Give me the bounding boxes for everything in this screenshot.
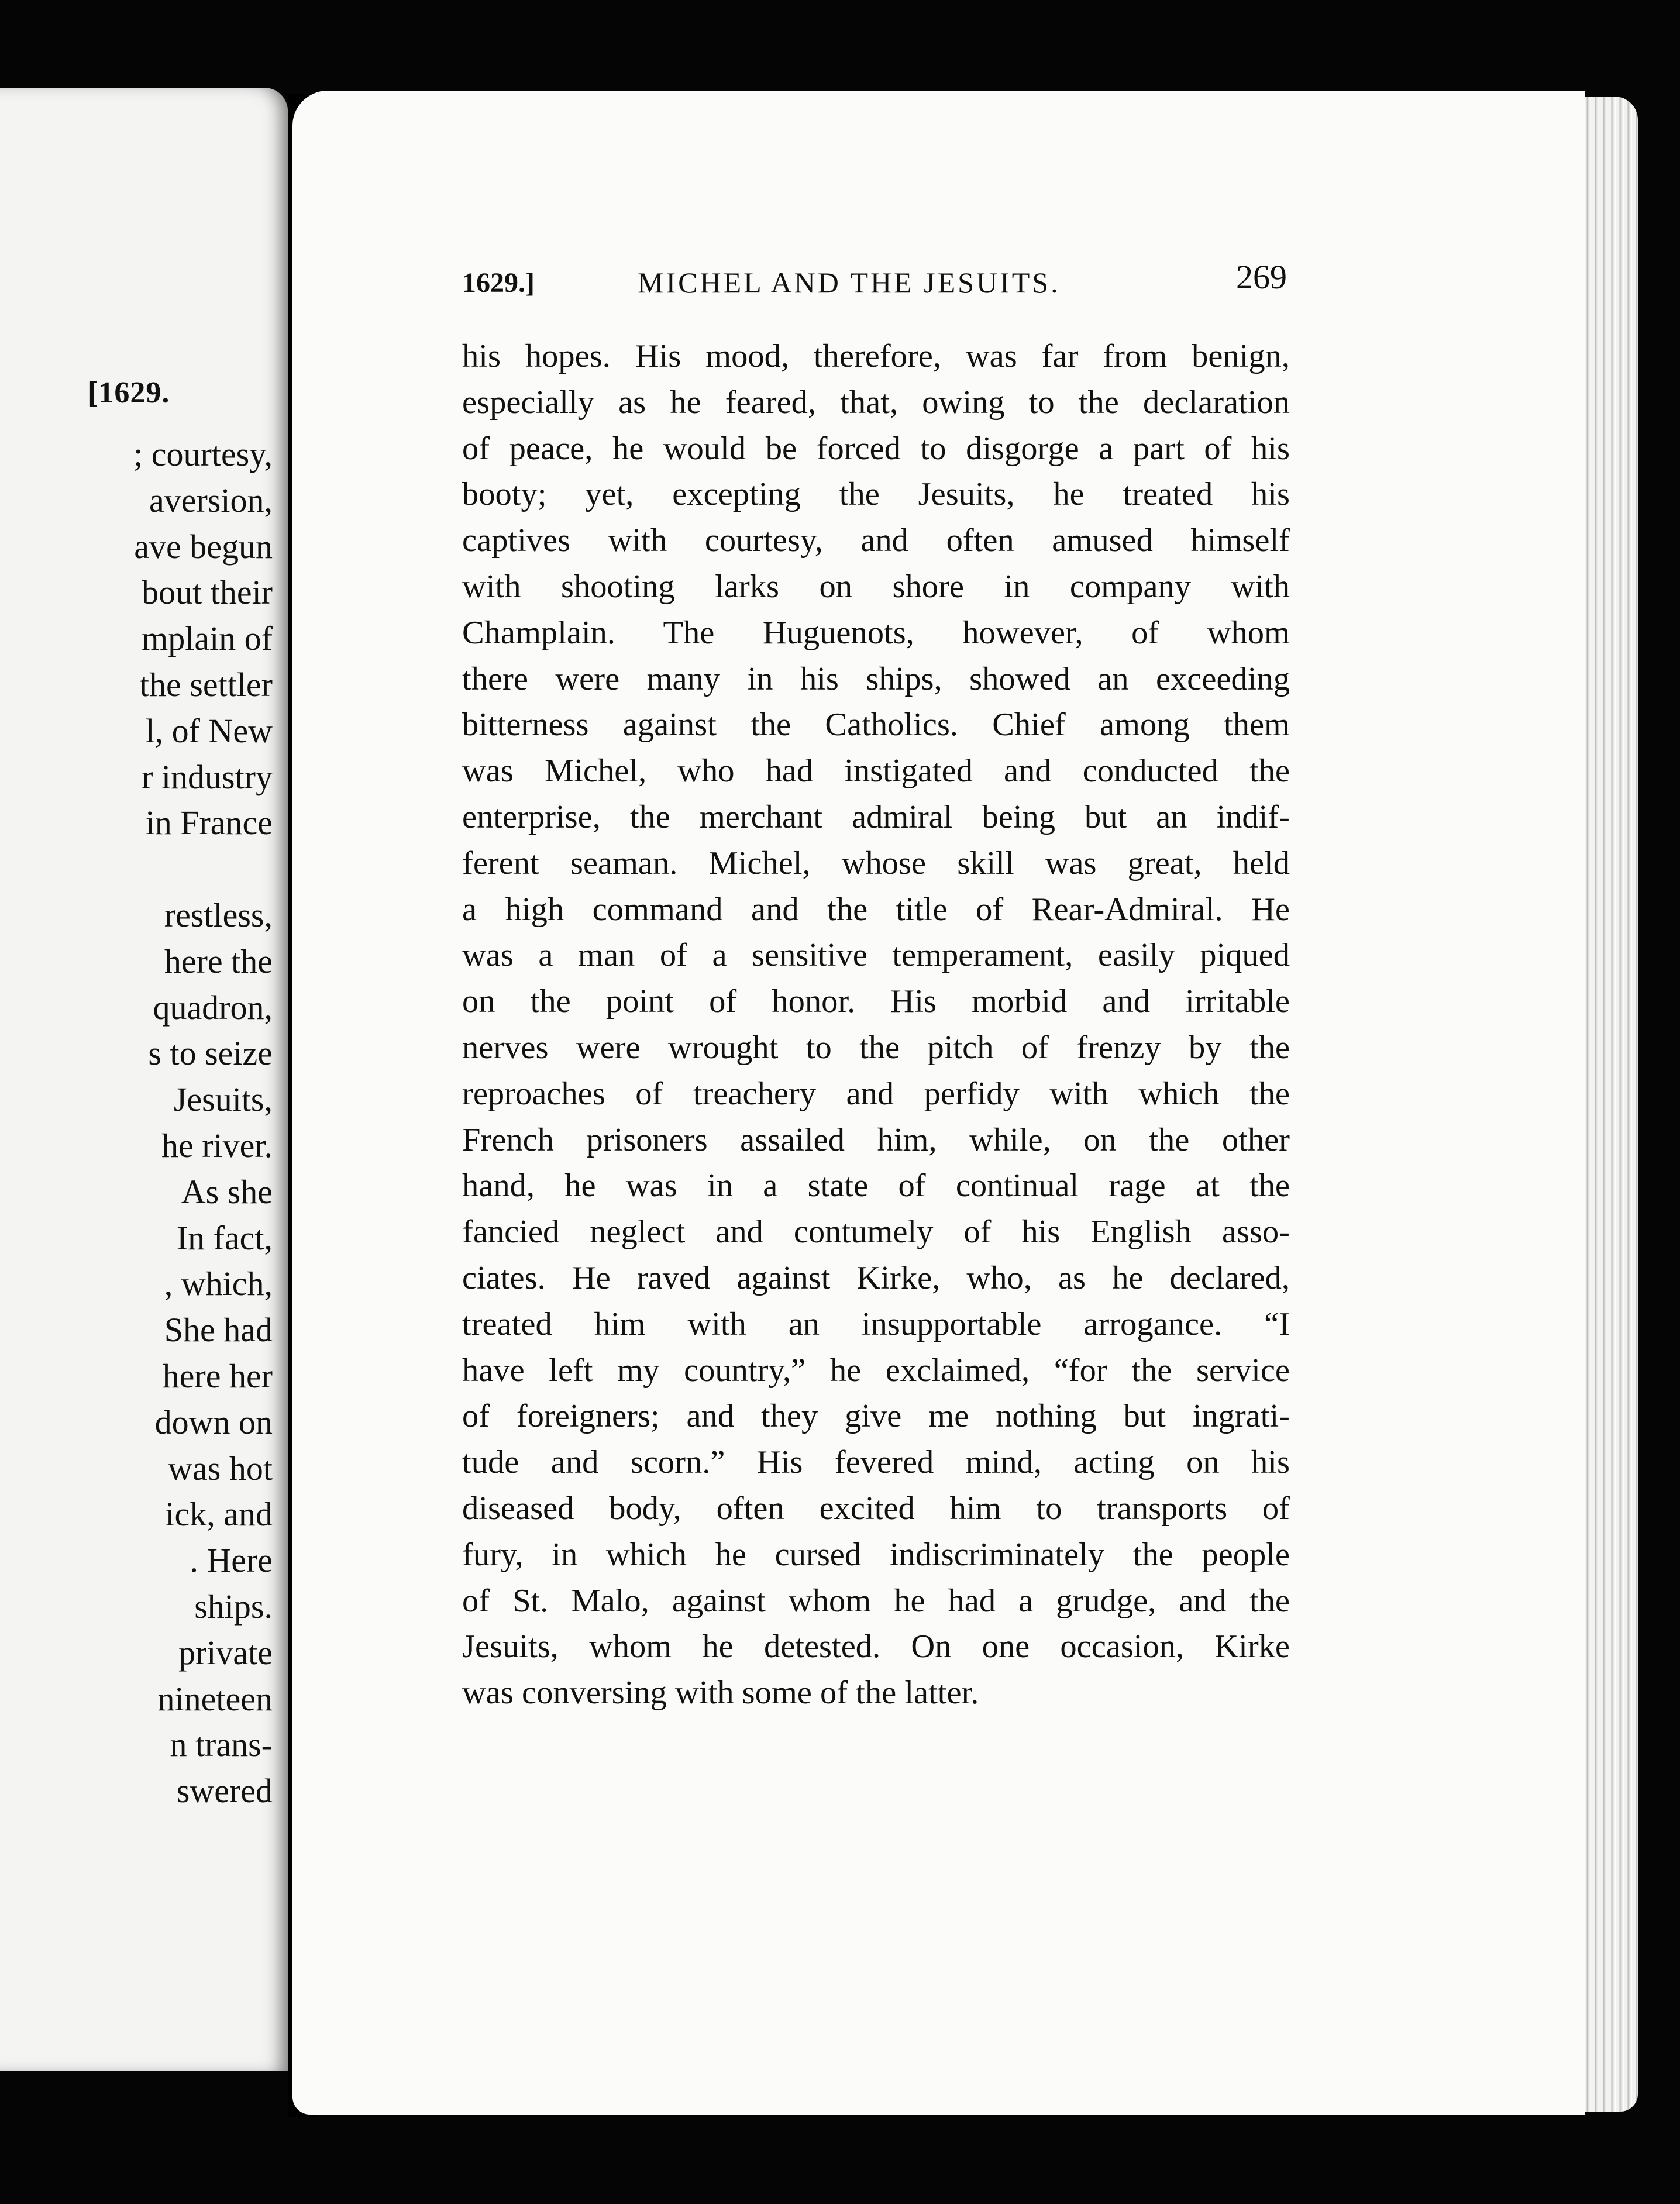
text-line: was Michel, who had instigated and conducted the <box>462 753 1290 790</box>
text-line: a high command and the title of Rear-Admiral. He <box>462 891 1290 928</box>
left-text-line: In fact, <box>176 1218 273 1257</box>
page-number: 269 <box>1236 258 1287 296</box>
left-text-line: l, of New <box>145 711 273 750</box>
left-text-line: . Here <box>190 1541 273 1580</box>
text-line: Jesuits, whom he detested. On one occasion, Kirke <box>462 1628 1290 1665</box>
text-line: fury, in which he cursed indiscriminately the people <box>462 1536 1290 1573</box>
running-head <box>462 257 1287 304</box>
left-text-line: As she <box>181 1172 273 1211</box>
text-line: was conversing with some of the latter. <box>462 1675 979 1711</box>
left-text-line: here her <box>162 1356 273 1395</box>
text-line: treated him with an insupportable arrogance. “I <box>462 1306 1290 1342</box>
text-line: was a man of a sensitive temperament, easily piqued <box>462 937 1290 974</box>
text-line: especially as he feared, that, owing to the declaration <box>462 384 1290 421</box>
body-text <box>462 333 1290 1716</box>
left-text-line: he river. <box>161 1126 273 1165</box>
left-text-line <box>133 846 273 893</box>
left-page-text <box>133 432 273 1814</box>
left-text-line: restless, <box>164 896 273 934</box>
running-head-year: 1629.] <box>462 267 535 298</box>
text-line: ferent seaman. Michel, whose skill was great, held <box>462 845 1290 881</box>
text-line: Champlain. The Huguenots, however, of whom <box>462 614 1290 651</box>
left-text-line: down on <box>154 1403 273 1441</box>
left-text-line: quadron, <box>153 988 273 1027</box>
text-line: French prisoners assailed him, while, on the other <box>462 1121 1290 1158</box>
left-text-line: was hot <box>168 1449 273 1487</box>
left-text-line: n trans- <box>170 1726 273 1764</box>
left-text-line: ave begun <box>134 527 273 566</box>
text-line: have left my country,” he exclaimed, “for the service <box>462 1352 1290 1389</box>
text-line: booty; yet, excepting the Jesuits, he treated his <box>462 476 1290 513</box>
left-page-folio: [1629. <box>88 376 170 409</box>
left-text-line: here the <box>164 942 273 980</box>
left-text-line: ick, and <box>165 1495 273 1534</box>
left-text-line: the settler <box>139 665 273 704</box>
left-text-line: bout their <box>142 573 273 612</box>
left-text-line: in France <box>145 804 273 842</box>
left-text-line: aversion, <box>149 481 273 519</box>
running-head-title: MICHEL AND THE JESUITS. <box>638 266 1061 299</box>
text-line: fancied neglect and contumely of his English asso- <box>462 1214 1290 1251</box>
left-text-line: ; courtesy, <box>133 435 273 473</box>
text-line: his hopes. His mood, therefore, was far from benign, <box>462 338 1290 374</box>
text-line: enterprise, the merchant admiral being but an indif- <box>462 798 1290 835</box>
left-page <box>0 88 288 2071</box>
left-text-line: s to seize <box>148 1034 273 1073</box>
text-line: ciates. He raved against Kirke, who, as he declared, <box>462 1259 1290 1296</box>
left-text-line: private <box>178 1633 273 1672</box>
text-line: nerves were wrought to the pitch of frenzy by the <box>462 1029 1290 1066</box>
left-text-line: , which, <box>164 1265 273 1303</box>
left-text-line: mplain of <box>142 619 273 658</box>
text-line: bitterness against the Catholics. Chief among them <box>462 707 1290 743</box>
text-line: diseased body, often excited him to transports of <box>462 1490 1290 1527</box>
text-line: tude and scorn.” His fevered mind, acting on his <box>462 1444 1290 1481</box>
left-text-line: swered <box>176 1772 273 1810</box>
text-line: captives with courtesy, and often amused himself <box>462 522 1290 559</box>
left-text-line: Jesuits, <box>173 1080 273 1119</box>
left-text-line: nineteen <box>157 1679 273 1718</box>
text-line: on the point of honor. His morbid and irritable <box>462 983 1290 1020</box>
left-text-line: r industry <box>142 757 273 796</box>
left-text-line: ships. <box>194 1587 273 1626</box>
text-line: with shooting larks on shore in company with <box>462 568 1290 605</box>
text-line: of foreigners; and they give me nothing but ingrati- <box>462 1398 1290 1435</box>
text-line: there were many in his ships, showed an exceeding <box>462 660 1290 697</box>
text-line: of St. Malo, against whom he had a grudge, and the <box>462 1582 1290 1619</box>
text-line: hand, he was in a state of continual rage at the <box>462 1168 1290 1204</box>
left-text-line: She had <box>164 1311 273 1349</box>
text-line: of peace, he would be forced to disgorge a part of his <box>462 430 1290 467</box>
text-line: reproaches of treachery and perfidy with which the <box>462 1075 1290 1112</box>
